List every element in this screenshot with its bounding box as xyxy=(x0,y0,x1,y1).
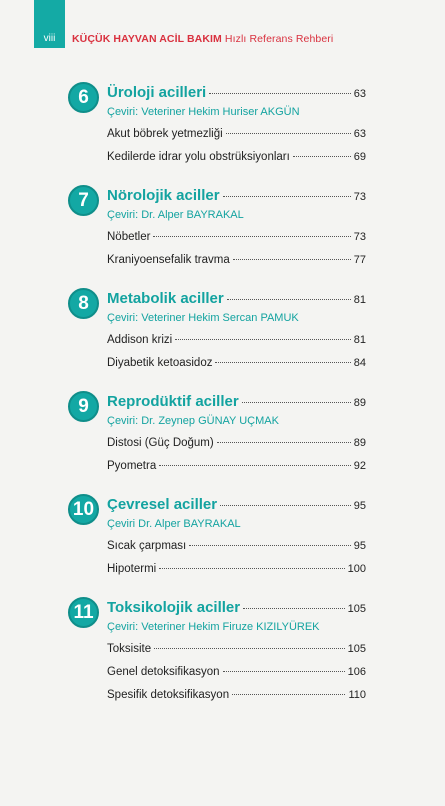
translator-credit: Çeviri: Veteriner Hekim Firuze KIZILYÜREK xyxy=(107,621,320,633)
page-number: 73 xyxy=(353,231,366,243)
page-number: 92 xyxy=(353,460,366,472)
dot-leader xyxy=(242,402,351,403)
section-entry xyxy=(107,151,366,163)
section-entry-title: Genel detoksifikasyon xyxy=(107,666,220,678)
section-entry xyxy=(107,643,366,655)
section-entry xyxy=(107,254,366,266)
section-entry xyxy=(107,563,366,575)
page-number: 100 xyxy=(347,563,366,575)
dot-leader xyxy=(154,648,345,649)
translator-credit: Çeviri: Dr. Alper BAYRAKAL xyxy=(107,209,244,221)
section-entry-title: Kedilerde idrar yolu obstrüksiyonları xyxy=(107,151,290,163)
chapter-number-badge: 9 xyxy=(68,391,99,422)
page-number: 69 xyxy=(353,151,366,163)
book-title: KÜÇÜK HAYVAN ACİL BAKIM xyxy=(72,33,222,45)
chapter-number-badge: 11 xyxy=(68,597,99,628)
page-number: 89 xyxy=(353,437,366,449)
section-entry-title: Toksisite xyxy=(107,643,152,655)
section-entry xyxy=(107,334,366,346)
page-number: viii xyxy=(43,33,56,44)
translator-credit: Çeviri: Veteriner Hekim Sercan PAMUK xyxy=(107,312,299,324)
chapter-title-title: Toksikolojik aciller xyxy=(107,599,241,616)
running-title xyxy=(72,33,333,45)
dot-leader xyxy=(243,608,345,609)
translator-credit: Çeviri: Veteriner Hekim Huriser AKGÜN xyxy=(107,106,300,118)
dot-leader xyxy=(159,465,351,466)
chapter-number-badge: 7 xyxy=(68,185,99,216)
page-number: 77 xyxy=(353,254,366,266)
dot-leader xyxy=(227,299,351,300)
dot-leader xyxy=(209,93,351,94)
book-subtitle: Hızlı Referans Rehberi xyxy=(224,33,334,45)
section-entry-title: Pyometra xyxy=(107,460,157,472)
section-entry-title: Kraniyoensefalik travma xyxy=(107,254,230,266)
page-number: 63 xyxy=(353,128,366,140)
page-header xyxy=(0,0,445,50)
page-number: 81 xyxy=(353,334,366,346)
page-number-tab xyxy=(34,0,65,48)
page-number: 89 xyxy=(353,397,366,409)
page-number: 105 xyxy=(347,643,366,655)
translator-credit: Çeviri: Dr. Zeynep GÜNAY UÇMAK xyxy=(107,415,279,427)
translator-credit: Çeviri Dr. Alper BAYRAKAL xyxy=(107,518,241,530)
section-entry-title: Akut böbrek yetmezliği xyxy=(107,128,223,140)
chapter-title-title: Çevresel aciller xyxy=(107,496,218,513)
dot-leader xyxy=(226,133,351,134)
section-entry xyxy=(107,437,366,449)
section-entry xyxy=(107,231,366,243)
chapter-title xyxy=(107,393,366,410)
section-entry-title: Addison krizi xyxy=(107,334,173,346)
dot-leader xyxy=(189,545,351,546)
section-entry xyxy=(107,666,366,678)
dot-leader xyxy=(232,694,345,695)
chapter-title xyxy=(107,290,366,307)
section-entry-title: Sıcak çarpması xyxy=(107,540,187,552)
chapter-title xyxy=(107,187,366,204)
section-entry xyxy=(107,460,366,472)
chapter-number-badge: 8 xyxy=(68,288,99,319)
section-entry-title: Hipotermi xyxy=(107,563,157,575)
chapter-title-title: Nörolojik aciller xyxy=(107,187,220,204)
chapter-title xyxy=(107,84,366,101)
chapter-number-badge: 6 xyxy=(68,82,99,113)
dot-leader xyxy=(293,156,351,157)
chapter-number-badge: 10 xyxy=(68,494,99,525)
page-number: 105 xyxy=(347,603,366,615)
dot-leader xyxy=(223,196,351,197)
dot-leader xyxy=(159,568,344,569)
section-entry xyxy=(107,689,366,701)
dot-leader xyxy=(220,505,351,506)
section-entry-title: Nöbetler xyxy=(107,231,151,243)
page-number: 84 xyxy=(353,357,366,369)
section-entry xyxy=(107,128,366,140)
dot-leader xyxy=(233,259,351,260)
page-number: 73 xyxy=(353,191,366,203)
dot-leader xyxy=(215,362,350,363)
chapter-title xyxy=(107,599,366,616)
section-entry-title: Distosi (Güç Doğum) xyxy=(107,437,214,449)
page-number: 95 xyxy=(353,500,366,512)
section-entry-title: Diyabetik ketoasidoz xyxy=(107,357,213,369)
chapter-title-title: Üroloji acilleri xyxy=(107,84,207,101)
chapter-title-title: Reprodüktif aciller xyxy=(107,393,239,410)
page-number: 81 xyxy=(353,294,366,306)
page-number: 106 xyxy=(347,666,366,678)
section-entry xyxy=(107,357,366,369)
dot-leader xyxy=(217,442,351,443)
dot-leader xyxy=(223,671,345,672)
dot-leader xyxy=(175,339,351,340)
page-number: 110 xyxy=(348,689,366,701)
dot-leader xyxy=(153,236,350,237)
chapter-title xyxy=(107,496,366,513)
section-entry-title: Spesifik detoksifikasyon xyxy=(107,689,230,701)
chapter-title-title: Metabolik aciller xyxy=(107,290,224,307)
page-number: 63 xyxy=(353,88,366,100)
page-number: 95 xyxy=(353,540,366,552)
section-entry xyxy=(107,540,366,552)
